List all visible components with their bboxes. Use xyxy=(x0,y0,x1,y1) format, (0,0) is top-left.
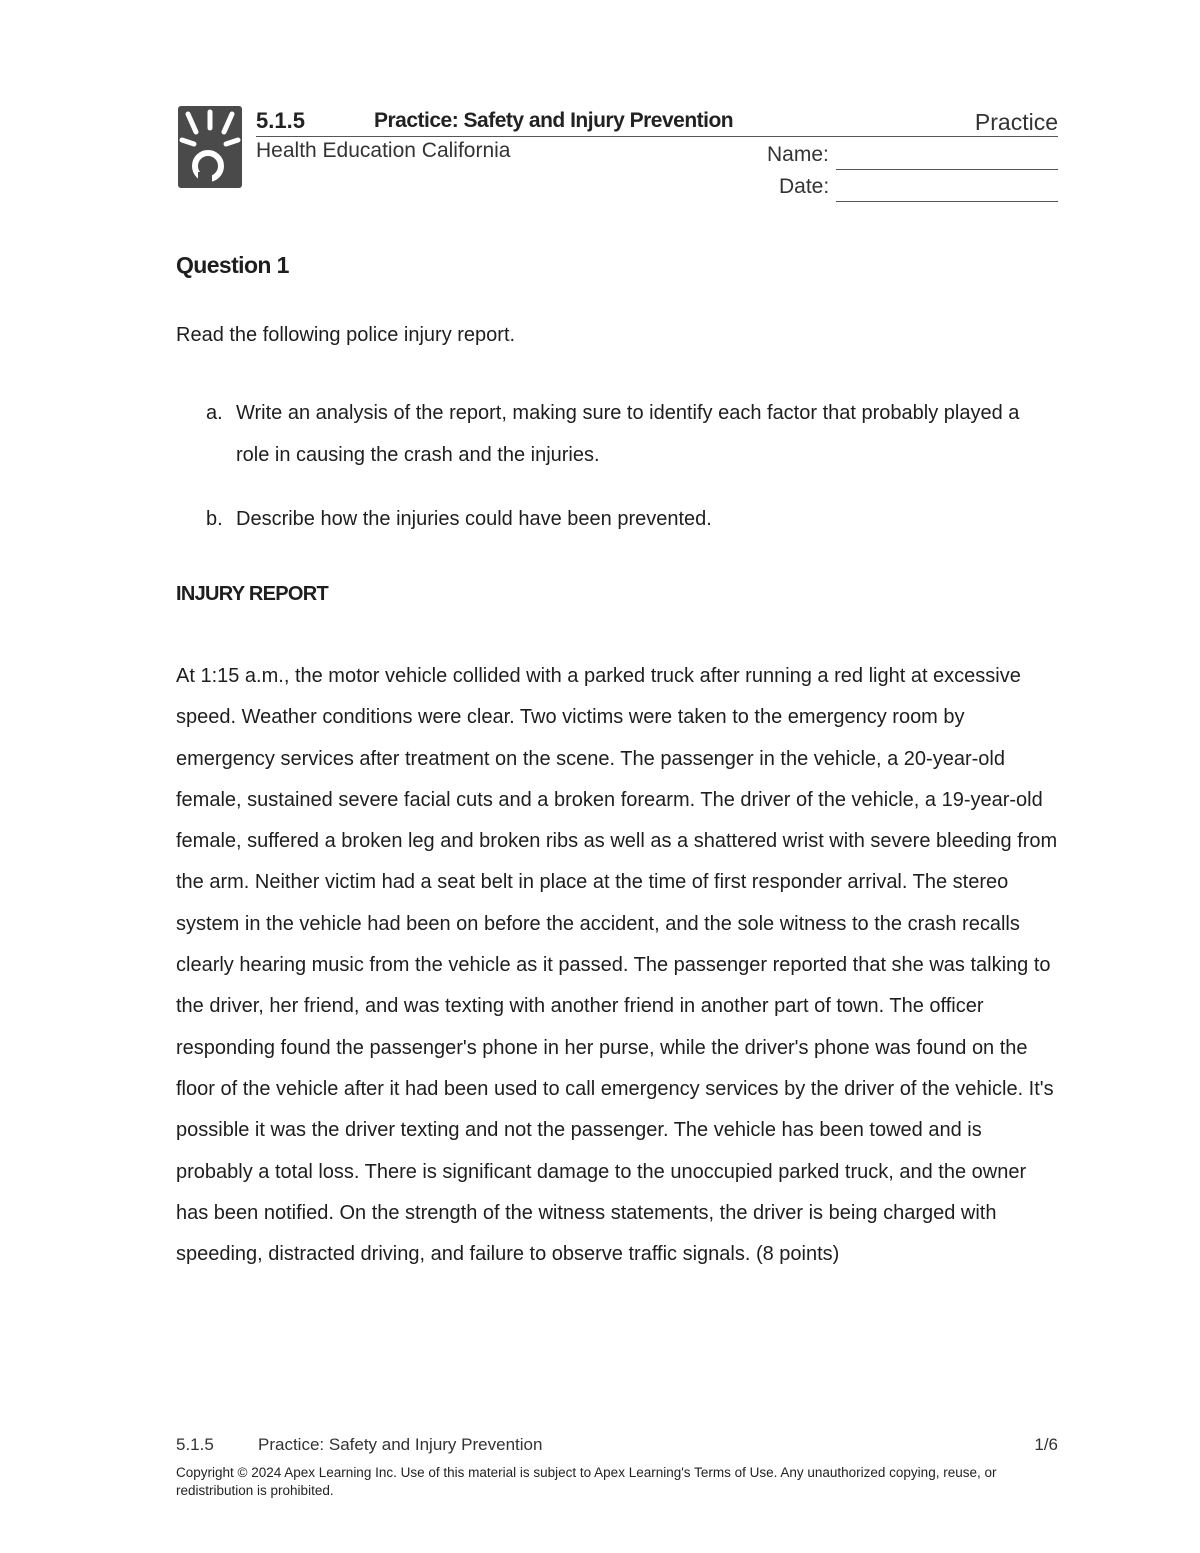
header-course: Health Education California xyxy=(256,139,511,162)
report-heading: INJURY REPORT xyxy=(176,583,329,605)
header-divider xyxy=(256,136,1058,137)
date-label: Date: xyxy=(779,175,830,198)
name-label: Name: xyxy=(767,143,829,166)
task-text: Describe how the injuries could have been prevented. xyxy=(236,508,712,530)
task-marker: a. xyxy=(206,402,223,424)
footer-copyright: Copyright © 2024 Apex Learning Inc. Use of this material is subject to Apex Learning's Terms of Use. Any unauthorized copying, reuse, or redistribution is prohibited. xyxy=(176,1465,997,1498)
date-field-line[interactable] xyxy=(836,201,1058,202)
name-field-line[interactable] xyxy=(836,169,1058,170)
footer-lesson-number: 5.1.5 xyxy=(176,1435,214,1454)
task-item-b xyxy=(206,498,1036,540)
header-activity-type: Practice xyxy=(974,109,1058,135)
header-lesson-number: 5.1.5 xyxy=(256,108,305,133)
task-marker: b. xyxy=(206,508,223,530)
task-text: Write an analysis of the report, making sure to identify each factor that probably played a role in causing the crash and the injuries. xyxy=(236,402,1020,466)
footer-title: Practice: Safety and Injury Prevention xyxy=(258,1435,543,1454)
task-item-a xyxy=(206,392,1036,476)
question-heading: Question 1 xyxy=(176,252,289,278)
question-intro: Read the following police injury report. xyxy=(176,324,516,346)
header-title: Practice: Safety and Injury Prevention xyxy=(374,109,734,132)
report-body: At 1:15 a.m., the motor vehicle collided with a parked truck after running a red light at excessive speed. Weather conditions were clear. Two victims were taken to the emergency room by emergency services after treatment on the scene. The passenger in the vehicle, a 20-year-old female, sustained severe facial cuts and a broken forearm. The driver of the vehicle, a 19-year-old female, suffered a broken leg and broken ribs as well as a shattered wrist with severe bleeding from the arm. Neither victim had a seat belt in place at the time of first responder arrival. The stereo system in the vehicle had been on before the accident, and the sole witness to the crash recalls clearly hearing music from the vehicle as it passed. The passenger reported that she was talking to the driver, her friend, and was texting with another friend in another part of town. The officer responding found the passenger's phone in her purse, while the driver's phone was found on the floor of the vehicle after it had been used to call emergency services by the driver of the vehicle. It's possible it was the driver texting and not the passenger. The vehicle has been towed and is probably a total loss. There is significant damage to the unoccupied parked truck, and the owner has been notified. On the strength of the witness statements, the driver is being charged with speeding, distracted driving, and failure to observe traffic signals. (8 points) xyxy=(176,665,1058,1266)
apex-logo-icon xyxy=(178,106,242,188)
footer-page-number: 1/6 xyxy=(1034,1435,1058,1454)
